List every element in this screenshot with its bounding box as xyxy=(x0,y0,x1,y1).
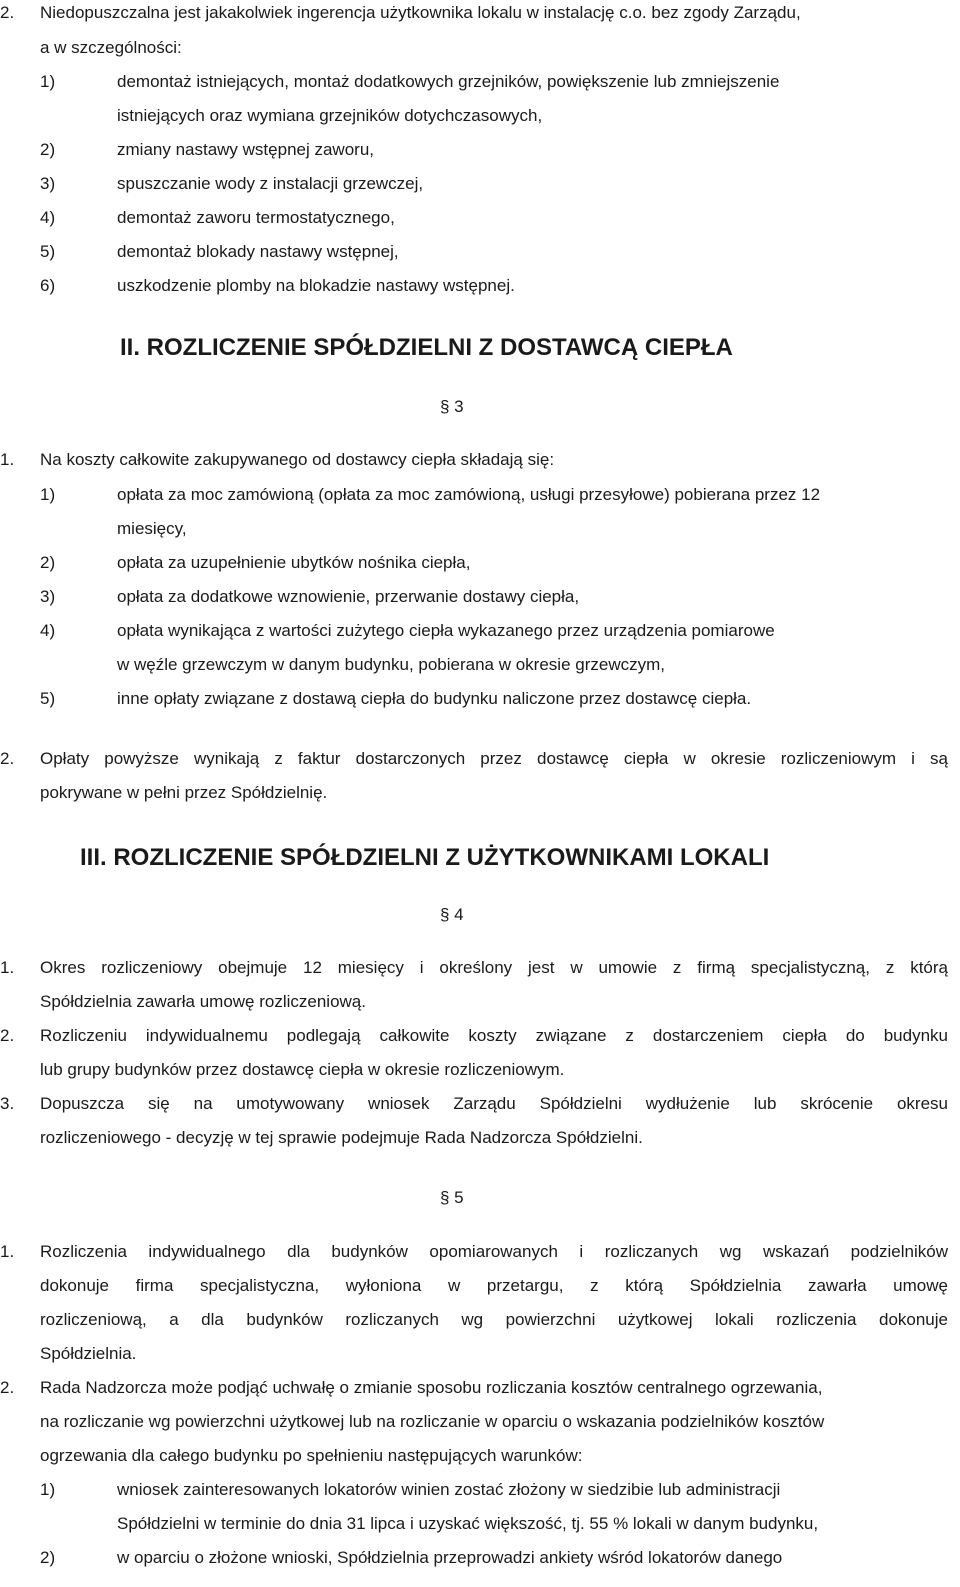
paragraph-line: rozliczeniową, a dla budynków rozliczanych wg powierzchni użytkowej lokali rozliczenia dokonuje xyxy=(40,1310,948,1329)
paragraph-line: Dopuszcza się na umotywowany wniosek Zarządu Spółdzielni wydłużenie lub skrócenie okresu xyxy=(40,1094,948,1113)
list-item-line: opłata za uzupełnienie ubytków nośnika ciepła, xyxy=(117,553,471,572)
list-item-line: demontaż zaworu termostatycznego, xyxy=(117,208,395,227)
paragraph-line: Spółdzielnia. xyxy=(40,1344,137,1363)
item-number: 1. xyxy=(0,958,15,977)
list-item-line: istniejących oraz wymiana grzejników dotychczasowych, xyxy=(117,106,543,125)
list-item-line: zmiany nastawy wstępnej zaworu, xyxy=(117,140,375,159)
list-number: 3) xyxy=(40,587,56,606)
list-item-line: opłata wynikająca z wartości zużytego ciepła wykazanego przez urządzenia pomiarowe xyxy=(117,621,775,640)
list-number: 1) xyxy=(40,1480,56,1499)
item-number: 2. xyxy=(0,749,15,768)
paragraph-line: Niedopuszczalna jest jakakolwiek ingerencja użytkownika lokalu w instalację c.o. bez zgody Zarządu, xyxy=(40,3,801,22)
list-item-line: miesięcy, xyxy=(117,519,187,538)
section-heading: III. ROZLICZENIE SPÓŁDZIELNI Z UŻYTKOWNIKAMI LOKALI xyxy=(80,844,770,871)
item-number: 3. xyxy=(0,1094,15,1113)
paragraph-line: a w szczególności: xyxy=(40,38,182,57)
list-item-line: demontaż istniejących, montaż dodatkowych grzejników, powiększenie lub zmniejszenie xyxy=(117,72,780,91)
list-number: 3) xyxy=(40,174,56,193)
list-item-line: opłata za moc zamówioną (opłata za moc zamówioną, usługi przesyłowe) pobierana przez 12 xyxy=(117,485,821,504)
paragraph-line: dokonuje firma specjalistyczna, wyłoniona w przetargu, z którą Spółdzielnia zawarła umowę xyxy=(40,1276,948,1295)
paragraph-line: Opłaty powyższe wynikają z faktur dostarczonych przez dostawcę ciepła w okresie rozliczeniowym i są xyxy=(40,749,948,768)
item-number: 2. xyxy=(0,3,15,22)
item-number: 1. xyxy=(0,450,15,469)
list-item-line: opłata za dodatkowe wznowienie, przerwanie dostawy ciepła, xyxy=(117,587,580,606)
paragraph-line: Spółdzielnia zawarła umowę rozliczeniową. xyxy=(40,992,366,1011)
item-number: 1. xyxy=(0,1242,15,1261)
list-item-line: w oparciu o złożone wnioski, Spółdzielnia przeprowadzi ankiety wśród lokatorów danego xyxy=(117,1548,783,1567)
section-heading: II. ROZLICZENIE SPÓŁDZIELNI Z DOSTAWCĄ CIEPŁA xyxy=(120,334,733,361)
paragraph-line: Rozliczenia indywidualnego dla budynków opomiarowanych i rozliczanych wg wskazań podzielników xyxy=(40,1242,948,1261)
item-number: 2. xyxy=(0,1026,15,1045)
paragraph-line: pokrywane w pełni przez Spółdzielnię. xyxy=(40,783,328,802)
list-number: 6) xyxy=(40,276,56,295)
paragraph-line: na rozliczanie wg powierzchni użytkowej lub na rozliczanie w oparciu o wskazania podzielników kosztów xyxy=(40,1412,825,1431)
paragraph-line: Na koszty całkowite zakupywanego od dostawcy ciepła składają się: xyxy=(40,450,555,469)
list-item-line: demontaż blokady nastawy wstępnej, xyxy=(117,242,399,261)
paragraph-sign: § 5 xyxy=(440,1188,464,1207)
paragraph-line: ogrzewania dla całego budynku po spełnieniu następujących warunków: xyxy=(40,1446,583,1465)
paragraph-line: Okres rozliczeniowy obejmuje 12 miesięcy i określony jest w umowie z firmą specjalistyczną, z którą xyxy=(40,958,948,977)
list-item-line: spuszczanie wody z instalacji grzewczej, xyxy=(117,174,424,193)
list-number: 4) xyxy=(40,621,56,640)
paragraph-sign: § 4 xyxy=(440,905,464,924)
list-item-line: uszkodzenie plomby na blokadzie nastawy wstępnej. xyxy=(117,276,515,295)
list-number: 2) xyxy=(40,140,56,159)
paragraph-line: Rada Nadzorcza może podjąć uchwałę o zmianie sposobu rozliczania kosztów centralnego ogrzewania, xyxy=(40,1378,823,1397)
paragraph-line: Rozliczeniu indywidualnemu podlegają całkowite koszty związane z dostarczeniem ciepła do budynku xyxy=(40,1026,948,1045)
list-number: 5) xyxy=(40,689,56,708)
list-number: 5) xyxy=(40,242,56,261)
list-number: 4) xyxy=(40,208,56,227)
list-item-line: wniosek zainteresowanych lokatorów winien zostać złożony w siedzibie lub administracji xyxy=(117,1480,781,1499)
list-number: 2) xyxy=(40,553,56,572)
list-number: 2) xyxy=(40,1548,56,1567)
list-item-line: inne opłaty związane z dostawą ciepła do budynku naliczone przez dostawcę ciepła. xyxy=(117,689,752,708)
paragraph-line: lub grupy budynków przez dostawcę ciepła w okresie rozliczeniowym. xyxy=(40,1060,565,1079)
paragraph-sign: § 3 xyxy=(440,397,464,416)
list-item-line: Spółdzielni w terminie do dnia 31 lipca i uzyskać większość, tj. 55 % lokali w danym budynku, xyxy=(117,1514,819,1533)
list-number: 1) xyxy=(40,485,56,504)
item-number: 2. xyxy=(0,1378,15,1397)
list-item-line: w węźle grzewczym w danym budynku, pobierana w okresie grzewczym, xyxy=(117,655,665,674)
paragraph-line: rozliczeniowego - decyzję w tej sprawie podejmuje Rada Nadzorcza Spółdzielni. xyxy=(40,1128,643,1147)
list-number: 1) xyxy=(40,72,56,91)
